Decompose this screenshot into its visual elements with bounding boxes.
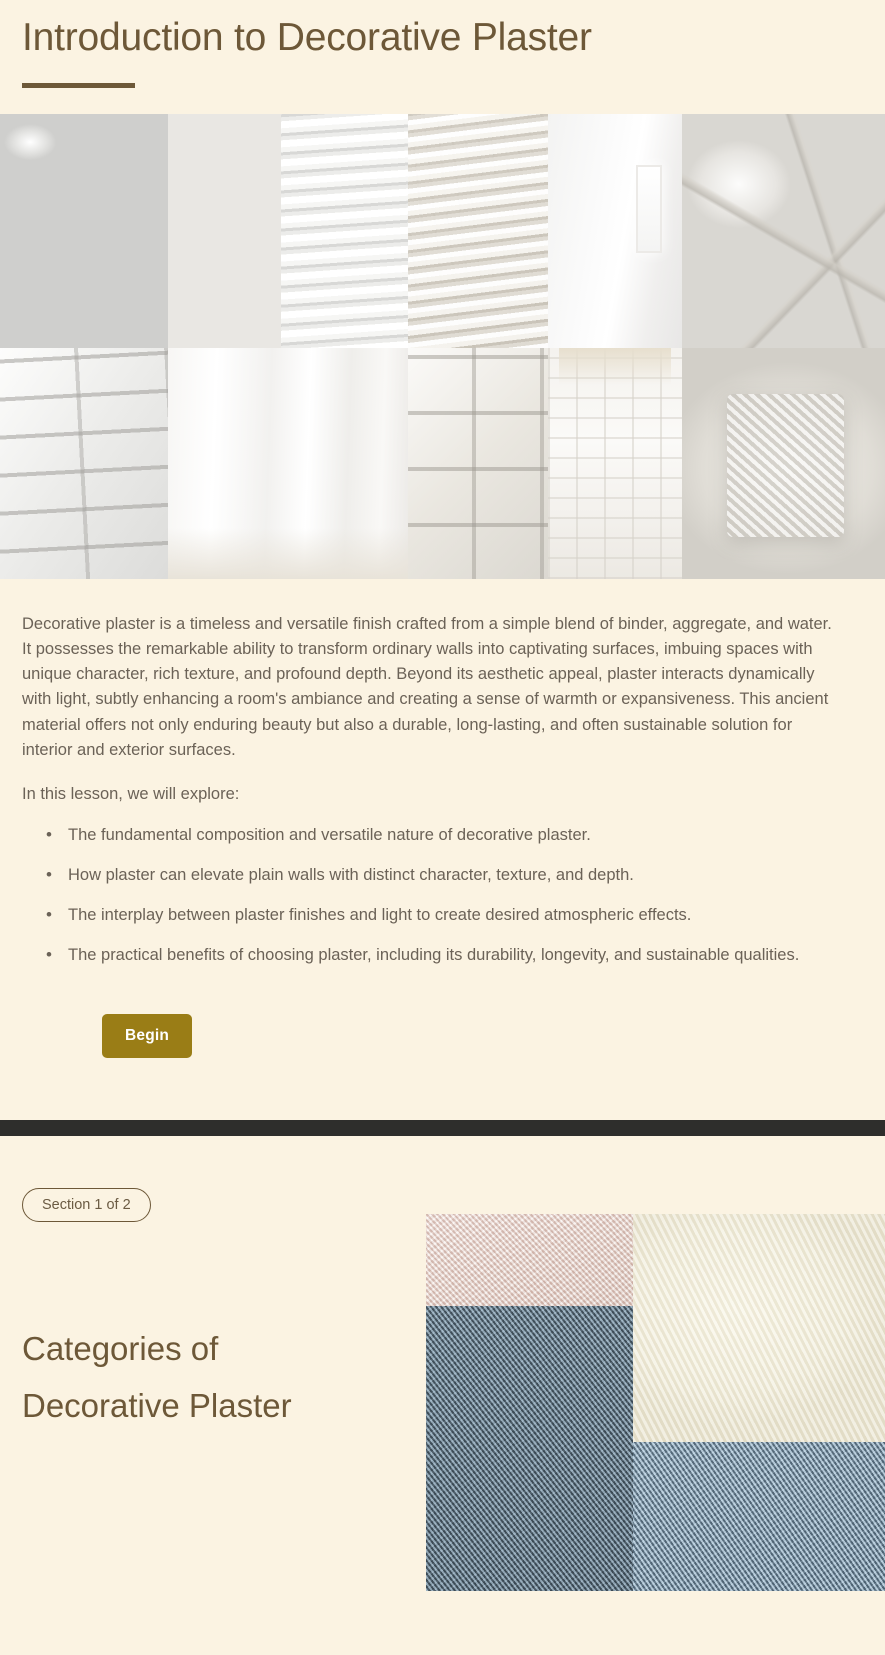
categories-heading — [22, 1321, 402, 1435]
gallery-image-golden-stacked-stone-wall — [168, 114, 281, 348]
list-item: • The fundamental composition and versatile nature of decorative plaster. — [46, 823, 837, 848]
gallery-image-stone-slab-plaster-wall — [408, 348, 548, 579]
plaster-sample-grid — [426, 1214, 885, 1591]
status-badge: Section 1 of 2 — [22, 1188, 151, 1222]
sample-image-pink-textured-plaster-sample — [426, 1214, 633, 1306]
gallery-image-white-tiled-plaster-bathroom — [548, 348, 682, 579]
gallery-image-smooth-white-plaster-room — [548, 114, 682, 348]
gallery-image-ridged-white-plaster-panel — [281, 114, 408, 348]
lesson-lead-in: In this lesson, we will explore: — [22, 785, 240, 804]
lesson-objectives-list — [22, 823, 837, 967]
lesson-body — [0, 579, 885, 1059]
list-item: • How plaster can elevate plain walls with distinct character, texture, and depth. — [46, 863, 837, 888]
categories-heading-line-2: Decorative Plaster — [22, 1387, 292, 1425]
gallery-image-chipped-white-plaster-wall — [0, 114, 168, 348]
plaster-gallery-grid — [0, 114, 885, 579]
sample-image-cream-smooth-plaster-sample — [633, 1214, 885, 1442]
gallery-image-rough-textured-white-plaster — [408, 114, 548, 348]
begin-button[interactable]: Begin — [102, 1014, 192, 1058]
section-divider — [0, 1120, 885, 1136]
lesson-paragraph: Decorative plaster is a timeless and versatile finish crafted from a simple blend of binder, aggregate, and water. It possesses the remarkable ability to transform ordinary walls into captivating surfaces, imbuing spaces with unique character, rich texture, and profound depth. Beyond its aesthetic appeal, plaster interacts dynamically with light, subtly enhancing a room's ambiance and creating a sense of warmth or expansiveness. This ancient material offers not only enduring beauty but also a durable, long-lasting, and often sustainable solution for interior and exterior surfaces. — [22, 614, 832, 759]
begin-button-container — [22, 982, 837, 1058]
gallery-image-white-plaster-hallway — [168, 348, 408, 579]
categories-heading-line-1: Categories of — [22, 1330, 219, 1368]
gallery-image-whitewashed-brick-wall — [0, 348, 168, 579]
gallery-image-cracked-relief-plaster — [682, 114, 885, 348]
page-title: Introduction to Decorative Plaster — [22, 16, 592, 59]
gallery-image-textured-plaster-art-panel — [682, 348, 885, 579]
categories-section — [0, 1136, 885, 1591]
title-underline-rule — [22, 83, 135, 88]
sample-image-dark-blue-textured-plaster-sample — [426, 1306, 633, 1591]
intro-bottom-spacer — [0, 1058, 885, 1120]
list-item: • The practical benefits of choosing plaster, including its durability, longevity, and sustainable qualities. — [46, 943, 837, 968]
sample-image-light-blue-textured-plaster-sample — [633, 1442, 885, 1591]
list-item: • The interplay between plaster finishes and light to create desired atmospheric effects. — [46, 903, 837, 928]
